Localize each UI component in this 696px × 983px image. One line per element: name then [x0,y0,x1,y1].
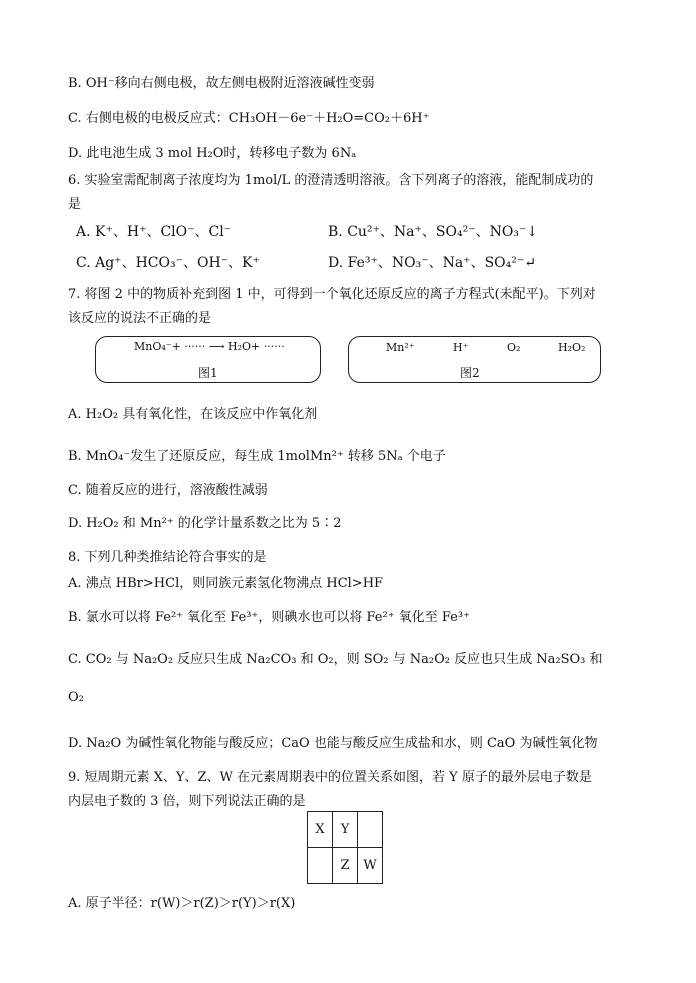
q7-option-a: A. H₂O₂ 具有氧化性，在该反应中作氧化剂 [68,407,318,422]
question-9-line1: 9. 短周期元素 X、Y、Z、W 在元素周期表中的位置关系如图，若 Y 原子的最外层电子数是 [68,770,592,785]
question-9-line2: 内层电子数的 3 倍，则下列说法正确的是 [68,794,306,809]
grid-cell: W [358,848,383,884]
option-c-electrode: C. 右侧电极的电极反应式：CH₃OH－6e⁻＋H₂O=CO₂＋6H⁺ [68,111,430,126]
question-7-line1: 7. 将图 2 中的物质补充到图 1 中，可得到一个氧化还原反应的离子方程式(未配平)。下列对 [68,287,596,302]
q8-option-d: D. Na₂O 为碱性氧化物能与酸反应；CaO 也能与酸反应生成盐和水，则 CaO 为碱性氧化物 [68,736,598,751]
q6-option-c: C. Ag⁺、HCO₃⁻、OH⁻、K⁺ [76,255,260,271]
q7-option-b: B. MnO₄⁻发生了还原反应，每生成 1molMn²⁺ 转移 5Nₐ 个电子 [68,449,446,464]
figure-2-species-h: H⁺ [453,341,469,354]
figure-2-species-h2o2: H₂O₂ [558,341,586,354]
grid-cell: X [308,812,333,848]
figure-1-equation: MnO₄⁻+ ······ ⟶ H₂O+ ······ [134,340,285,353]
q8-option-b: B. 氯水可以将 Fe²⁺ 氧化至 Fe³⁺，则碘水也可以将 Fe²⁺ 氧化至 Fe³⁺ [68,610,470,625]
question-6-line1: 6. 实验室需配制离子浓度均为 1mol/L 的澄清透明溶液。含下列离子的溶液，能配制成功的 [68,173,594,188]
q7-option-d: D. H₂O₂ 和 Mn²⁺ 的化学计量系数之比为 5∶2 [68,516,342,531]
question-8-title: 8. 下列几种类推结论符合事实的是 [68,550,267,565]
q6-option-d: D. Fe³⁺、NO₃⁻、Na⁺、SO₄²⁻↵ [328,255,536,271]
option-d-battery: D. 此电池生成 3 mol H₂O时，转移电子数为 6Nₐ [68,146,357,161]
q6-option-b: B. Cu²⁺、Na⁺、SO₄²⁻、NO₃⁻↓ [328,224,539,240]
q9-option-a: A. 原子半径：r(W)＞r(Z)＞r(Y)＞r(X) [68,896,296,911]
figure-1-label: 图1 [198,366,218,380]
q8-option-a: A. 沸点 HBr>HCl，则同族元素氢化物沸点 HCl>HF [68,576,384,591]
figure-2-species-mn: Mn²⁺ [386,341,415,354]
q8-option-c-line1: C. CO₂ 与 Na₂O₂ 反应只生成 Na₂CO₃ 和 O₂，则 SO₂ 与 Na₂O₂ 反应也只生成 Na₂SO₃ 和 [68,652,603,667]
q8-option-c-line2: O₂ [68,690,84,705]
grid-cell: Z [333,848,358,884]
grid-cell: Y [333,812,358,848]
question-7-line2: 该反应的说法不正确的是 [68,311,212,326]
grid-cell [358,812,383,848]
q7-option-c: C. 随着反应的进行，溶液酸性减弱 [68,483,268,498]
figure-2-species-o2: O₂ [507,341,521,354]
q6-option-a: A. K⁺、H⁺、ClO⁻、Cl⁻ [76,224,232,240]
periodic-table-grid [307,811,383,884]
option-b-oh: B. OH⁻移向右侧电极，故左侧电极附近溶液碱性变弱 [68,76,375,91]
grid-cell [308,848,333,884]
figure-2-label: 图2 [460,366,480,380]
question-6-line2: 是 [68,197,82,212]
